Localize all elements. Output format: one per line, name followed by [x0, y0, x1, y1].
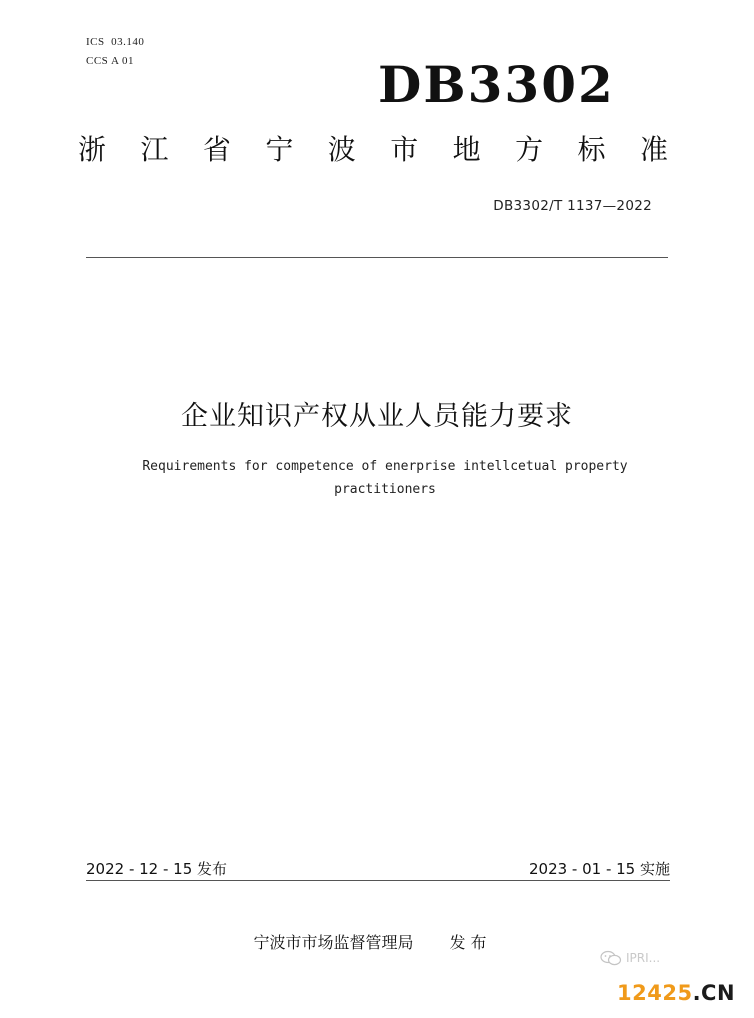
standard-type-char: 准: [639, 133, 668, 166]
header-divider: [86, 257, 668, 258]
ccs-line: [86, 55, 134, 67]
standard-type-char: 市: [390, 133, 419, 166]
standard-type-char: 标: [577, 133, 606, 166]
wechat-icon: [600, 950, 622, 966]
ccs-code: A 01: [110, 55, 135, 67]
issuer-line: [0, 930, 740, 953]
watermark-account-text: IPRI...: [626, 951, 661, 965]
standard-type-char: 方: [515, 133, 544, 166]
standard-type-char: 省: [202, 133, 231, 166]
watermark-site-logo: [617, 983, 735, 1004]
watermark-site-domain: .CN: [692, 981, 736, 1005]
issuer-name: 宁波市市场监督管理局: [253, 933, 414, 952]
ics-label: ICS: [86, 36, 105, 48]
issuer-action: 发 布: [449, 933, 487, 952]
ics-code: 03.140: [111, 36, 145, 48]
ics-line: [86, 36, 144, 48]
footer-divider: [86, 880, 670, 881]
standard-type-char: 宁: [265, 133, 294, 166]
standard-type-char: 浙: [78, 133, 107, 166]
db-code-logo: DB3302: [378, 55, 615, 114]
document-title-chinese: 企业知识产权从业人员能力要求: [181, 401, 573, 432]
implementation-date: 2023 - 01 - 15 实施: [528, 860, 670, 878]
standard-type-char: 地: [452, 133, 481, 166]
watermark-site-number: 12425: [617, 981, 693, 1005]
standard-type-char: 波: [327, 133, 356, 166]
release-date: 2022 - 12 - 15 发布: [86, 860, 228, 878]
standard-type-title: [78, 133, 668, 166]
ccs-label: CCS: [86, 55, 109, 67]
document-title-english: [90, 455, 680, 501]
standard-type-char: 江: [140, 133, 169, 166]
standard-number: DB3302/T 1137—2022: [493, 198, 652, 214]
english-title-line-1: Requirements for competence of enerprise intellcetual property: [142, 459, 628, 474]
english-title-line-2: practitioners: [334, 482, 436, 497]
